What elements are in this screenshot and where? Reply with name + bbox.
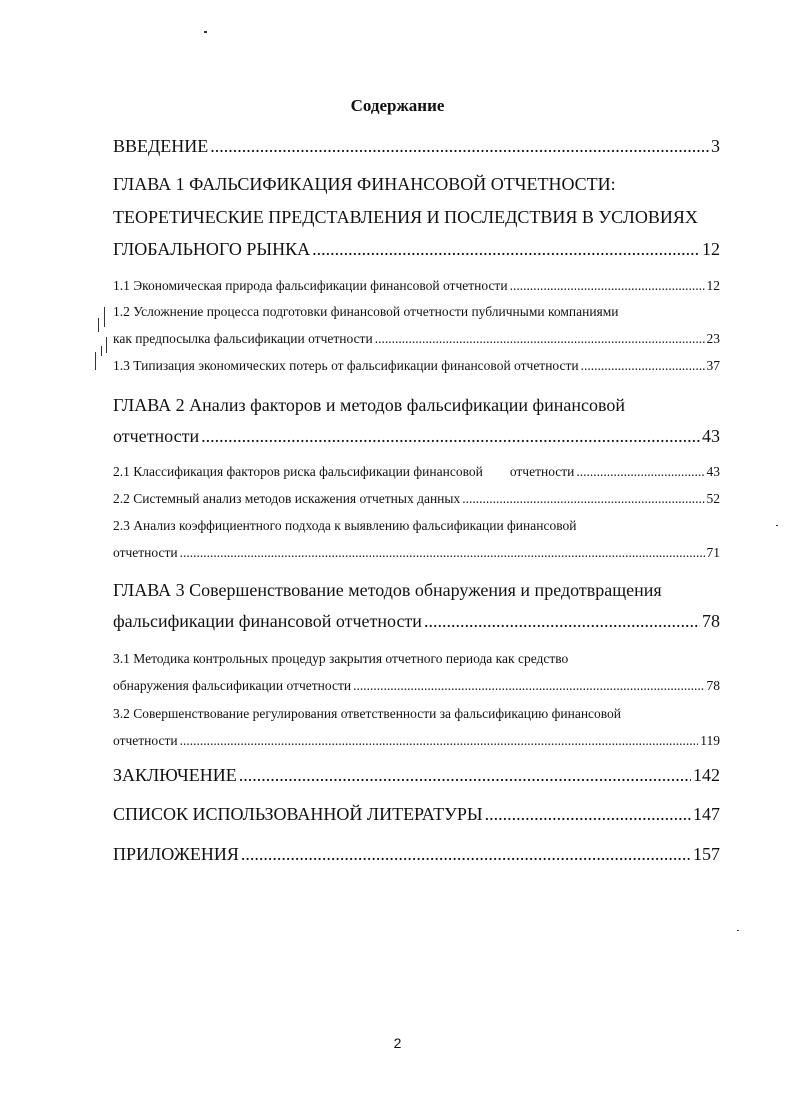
leader-dots [510, 278, 705, 294]
toc-page: 71 [706, 545, 720, 560]
toc-page: 43 [706, 464, 720, 479]
toc-label: 2.1 Классификация факторов риска фальсификации финансовой отчетности [113, 464, 575, 479]
toc-entry-2-1[interactable] [113, 464, 720, 480]
scan-mark [101, 346, 102, 356]
leader-dots [485, 804, 691, 825]
toc-entry-3-1-line-1: 3.1 Методика контрольных процедур закрытия отчетного периода как средство [113, 651, 569, 666]
leader-dots [201, 426, 700, 447]
page-number: 2 [393, 1035, 402, 1051]
toc-page: 147 [693, 804, 720, 824]
toc-label: ЗАКЛЮЧЕНИЕ [113, 765, 237, 785]
leader-dots [312, 239, 700, 260]
scan-speck [776, 525, 778, 526]
toc-page: 3 [711, 136, 720, 156]
toc-entry-chapter-1[interactable] [113, 239, 720, 260]
toc-label: обнаружения фальсификации отчетности [113, 678, 352, 693]
toc-entry-references[interactable] [113, 804, 720, 825]
toc-label: 1.1 Экономическая природа фальсификации финансовой отчетности [113, 278, 508, 293]
toc-label: как предпосылка фальсификации отчетности [113, 331, 373, 346]
toc-chapter-1-line-1: ГЛАВА 1 ФАЛЬСИФИКАЦИЯ ФИНАНСОВОЙ ОТЧЕТНОСТИ: [113, 174, 616, 194]
toc-label: 1.3 Типизация экономических потерь от фальсификации финансовой отчетности [113, 358, 579, 373]
toc-entry-conclusion[interactable] [113, 765, 720, 786]
toc-page: 78 [706, 678, 720, 693]
toc-chapter-1-line-2: ТЕОРЕТИЧЕСКИЕ ПРЕДСТАВЛЕНИЯ И ПОСЛЕДСТВИЯ В УСЛОВИЯХ [113, 207, 698, 227]
toc-entry-2-2[interactable] [113, 491, 720, 507]
toc-label: отчетности [113, 426, 200, 446]
leader-dots [462, 491, 704, 507]
leader-dots [241, 844, 691, 865]
toc-page: 37 [706, 358, 720, 373]
toc-page: 78 [702, 611, 720, 631]
toc-label: 2.2 Системный анализ методов искажения отчетных данных [113, 491, 461, 506]
toc-page: 157 [693, 844, 720, 864]
toc-page: 12 [706, 278, 720, 293]
leader-dots [375, 331, 705, 347]
toc-label: фальсификации финансовой отчетности [113, 611, 422, 631]
toc-page: 52 [706, 491, 720, 506]
toc-entry-3-1[interactable] [113, 678, 720, 694]
toc-entry-chapter-2[interactable] [113, 426, 720, 447]
toc-label: отчетности [113, 545, 178, 560]
toc-entry-1-2-line-1: 1.2 Усложнение процесса подготовки финансовой отчетности публичными компаниями [113, 304, 619, 319]
toc-chapter-2-line-1: ГЛАВА 2 Анализ факторов и методов фальсификации финансовой [113, 395, 626, 415]
leader-dots [353, 678, 704, 694]
leader-dots [581, 358, 705, 374]
leader-dots [239, 765, 691, 786]
toc-entry-1-1[interactable] [113, 278, 720, 294]
leader-dots [180, 733, 699, 749]
toc-chapter-3-line-1: ГЛАВА 3 Совершенствование методов обнаружения и предотвращения [113, 580, 662, 600]
scan-speck [737, 930, 739, 931]
toc-entry-1-3[interactable] [113, 358, 720, 374]
page-title: Содержание [350, 96, 445, 115]
toc-page: 12 [702, 239, 720, 259]
toc-entry-3-2-line-1: 3.2 Совершенствование регулирования ответственности за фальсификацию финансовой [113, 706, 622, 721]
toc-entry-3-2[interactable] [113, 733, 720, 749]
scan-mark [106, 337, 107, 353]
leader-dots [180, 545, 705, 561]
toc-label: ВВЕДЕНИЕ [113, 136, 209, 156]
toc-label: ПРИЛОЖЕНИЯ [113, 844, 239, 864]
leader-dots [424, 611, 700, 632]
toc-entry-chapter-3[interactable] [113, 611, 720, 632]
toc-page: 142 [693, 765, 720, 785]
toc-page: 43 [702, 426, 720, 446]
toc-entry-2-3[interactable] [113, 545, 720, 561]
leader-dots [210, 136, 709, 157]
scan-speck [204, 31, 207, 33]
toc-label: СПИСОК ИСПОЛЬЗОВАННОЙ ЛИТЕРАТУРЫ [113, 804, 483, 824]
scan-mark [98, 318, 99, 332]
toc-entry-appendices[interactable] [113, 844, 720, 865]
scan-mark [104, 307, 105, 327]
toc-page: 23 [706, 331, 720, 346]
toc-entry-intro[interactable] [113, 136, 720, 157]
toc-label: ГЛОБАЛЬНОГО РЫНКА [113, 239, 311, 259]
leader-dots [576, 464, 704, 480]
toc-page: 119 [700, 733, 720, 748]
scan-mark [95, 352, 96, 370]
toc-label: отчетности [113, 733, 178, 748]
toc-entry-1-2[interactable] [113, 331, 720, 347]
toc-entry-2-3-line-1: 2.3 Анализ коэффициентного подхода к выявлению фальсификации финансовой [113, 518, 577, 533]
